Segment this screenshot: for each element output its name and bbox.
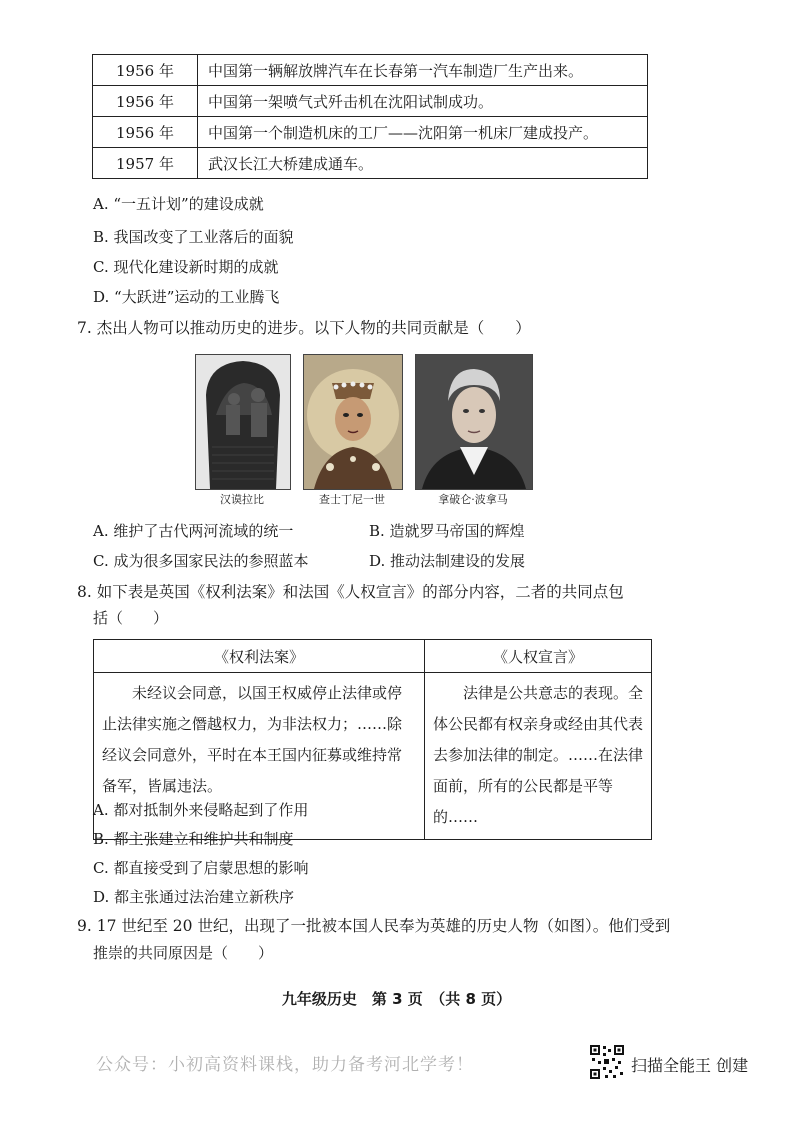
event-cell: 中国第一辆解放牌汽车在长春第一汽车制造厂生产出来。: [198, 55, 648, 86]
q8-stem-line2: 括（ ）: [93, 609, 169, 627]
event-cell: 中国第一架喷气式歼击机在沈阳试制成功。: [198, 86, 648, 117]
header-declaration: 《人权宣言》: [425, 640, 652, 673]
caption-justinian: 查士丁尼一世: [319, 493, 385, 506]
cell-declaration: 法律是公共意志的表现。全体公民都有权亲身或经由其代表去参加法律的制定。……在法律面前，所有的公民都是平等的……: [425, 673, 652, 840]
q8-option-d: D. 都主张通过法治建立新秩序: [93, 888, 295, 906]
q7-option-a: A. 维护了古代两河流域的统一: [93, 522, 294, 540]
table-row: [93, 148, 648, 179]
q6-option-b: B. 我国改变了工业落后的面貌: [93, 228, 294, 246]
year-cell: 1956 年: [93, 86, 198, 117]
q7-option-b: B. 造就罗马帝国的辉煌: [369, 522, 525, 540]
q9-stem-line1: 9. 17 世纪至 20 世纪，出现了一批被本国人民奉为英雄的历史人物（如图）。他们受到: [77, 917, 671, 935]
q8-option-c: C. 都直接受到了启蒙思想的影响: [93, 859, 309, 877]
q7-option-d: D. 推动法制建设的发展: [369, 552, 526, 570]
q6-option-d: D. “大跃进”运动的工业腾飞: [93, 288, 280, 306]
justinian-mosaic-image: [303, 354, 403, 490]
q8-option-a: A. 都对抵制外来侵略起到了作用: [93, 801, 309, 819]
q6-option-a: A. “一五计划”的建设成就: [93, 195, 264, 213]
events-table: [92, 54, 648, 179]
table-row: [93, 86, 648, 117]
qr-code-icon: [589, 1044, 625, 1080]
napoleon-portrait-image: [415, 354, 533, 490]
q8-option-b: B. 都主张建立和维护共和制度: [93, 830, 294, 848]
table-header-row: [94, 640, 652, 673]
page-footer: 九年级历史 第 3 页 （共 8 页）: [281, 990, 512, 1008]
table-row: [93, 117, 648, 148]
caption-napoleon: 拿破仑·波拿马: [438, 493, 508, 506]
hammurabi-stele-image: [195, 354, 291, 490]
watermark-text: 公众号：小初高资料课栈，助力备考河北学考！: [96, 1055, 474, 1075]
event-cell: 中国第一个制造机床的工厂——沈阳第一机床厂建成投产。: [198, 117, 648, 148]
caption-hammurabi: 汉谟拉比: [220, 493, 264, 506]
q6-option-c: C. 现代化建设新时期的成就: [93, 258, 279, 276]
q7-stem: 7. 杰出人物可以推动历史的进步。以下人物的共同贡献是（ ）: [77, 319, 531, 337]
year-cell: 1956 年: [93, 117, 198, 148]
cell-bill-of-rights: 未经议会同意，以国王权威停止法律或停止法律实施之僭越权力，为非法权力；……除经议会同意外，平时在本王国内征募或维持常备军，皆属违法。: [94, 673, 425, 840]
year-cell: 1957 年: [93, 148, 198, 179]
header-bill-of-rights: 《权利法案》: [94, 640, 425, 673]
q7-option-c: C. 成为很多国家民法的参照蓝本: [93, 552, 309, 570]
q9-stem-line2: 推崇的共同原因是（ ）: [93, 944, 274, 962]
scanner-app-label: 扫描全能王 创建: [631, 1056, 749, 1075]
year-cell: 1956 年: [93, 55, 198, 86]
q8-stem-line1: 8. 如下表是英国《权利法案》和法国《人权宣言》的部分内容，二者的共同点包: [77, 583, 624, 601]
event-cell: 武汉长江大桥建成通车。: [198, 148, 648, 179]
table-row: [93, 55, 648, 86]
